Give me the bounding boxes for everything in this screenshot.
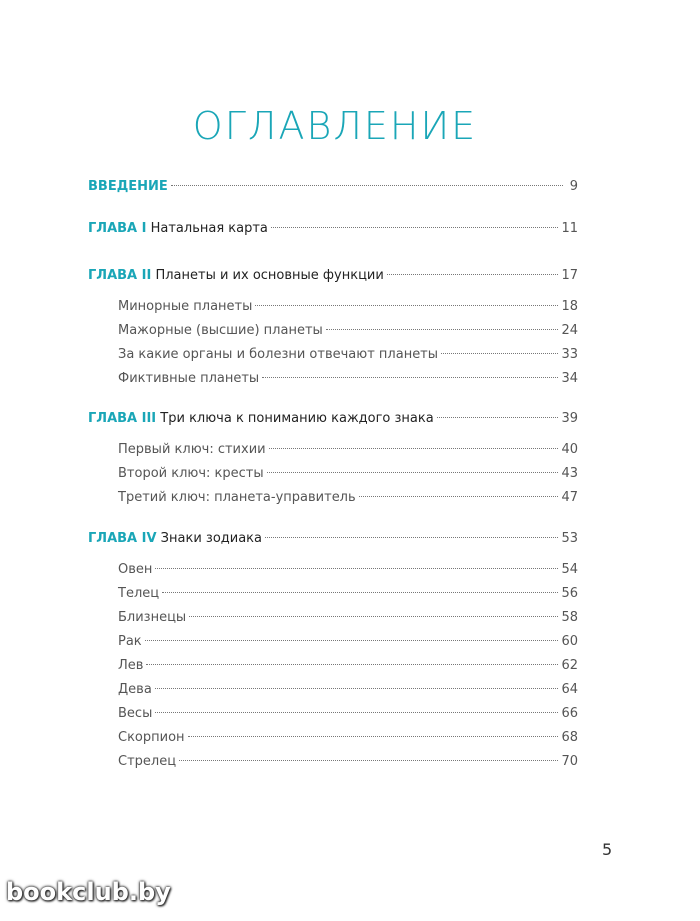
toc-page-number: 33 [561,347,578,362]
toc-entry-label: Фиктивные планеты [118,371,260,386]
dot-leader [189,615,558,617]
toc-section-entry [118,297,578,317]
toc-page-number: 39 [561,411,578,426]
toc-chapter-entry [88,266,578,286]
toc-chapter-prefix: ГЛАВА IV [88,531,157,546]
toc-entry-label: Дева [118,682,152,697]
toc-page-number: 54 [561,562,578,577]
toc-section-entry [118,369,578,389]
toc-entry-label: Планеты и их основные функции [151,268,384,283]
toc-section-entry [118,752,578,772]
toc-entry-label: Знаки зодиака [156,531,263,546]
toc-page-number: 62 [561,658,578,673]
toc-page-number: 43 [561,466,578,481]
toc-section-entry [118,345,578,365]
toc-section-entry [118,584,578,604]
dot-leader [265,536,558,538]
toc-chapter-prefix: ВВЕДЕНИЕ [88,179,168,194]
toc-page-number: 60 [561,634,578,649]
dot-leader [441,352,558,354]
toc-entry-label: Лев [118,658,144,673]
toc-entry-label: Весы [118,706,153,721]
toc-page-number: 58 [561,610,578,625]
dot-leader [437,416,559,418]
toc-section-entry [118,680,578,700]
toc-section-entry [118,321,578,341]
toc-page-number: 24 [561,323,578,338]
toc-section-entry [118,656,578,676]
toc-entry-label: За какие органы и болезни отвечают планеты [118,347,439,362]
page-number: 5 [602,840,613,859]
toc-entry-label: Первый ключ: стихии [118,442,266,457]
toc-section-entry [118,704,578,724]
toc-entry-label: Второй ключ: кресты [118,466,264,481]
dot-leader [255,304,558,306]
toc-entry-label: Скорпион [118,730,185,745]
toc-entry-label: Овен [118,562,153,577]
toc-chapter-prefix: ГЛАВА III [88,411,157,426]
toc-entry-label: Близнецы [118,610,187,625]
dot-leader [145,639,559,641]
dot-leader [155,711,558,713]
toc-entry-label: Натальная карта [146,221,268,236]
toc-page-number: 40 [561,442,578,457]
watermark-logo: bookclub.by [6,878,171,906]
toc-entry-label: Третий ключ: планета-управитель [118,490,356,505]
toc-page-number: 66 [561,706,578,721]
toc-entry-label: Три ключа к пониманию каждого знака [156,411,434,426]
toc-page-number: 68 [561,730,578,745]
toc-entry-label: Стрелец [118,754,177,769]
dot-leader [155,567,558,569]
toc-page-number: 64 [561,682,578,697]
toc-section-entry [118,608,578,628]
toc-page-number: 17 [561,268,578,283]
toc-chapter-entry [88,177,578,197]
dot-leader [155,687,559,689]
toc-entry-label: Мажорные (высшие) планеты [118,323,323,338]
page-title: ОГЛАВЛЕНИЕ [192,104,478,148]
toc-section-entry [118,464,578,484]
toc-page-number: 70 [561,754,578,769]
dot-leader [188,735,559,737]
toc-entry-label: Телец [118,586,160,601]
dot-leader [179,759,558,761]
toc-page-number: 18 [561,299,578,314]
dot-leader [162,591,558,593]
dot-leader [171,184,563,186]
toc-section-entry [118,488,578,508]
toc-chapter-prefix: ГЛАВА I [88,221,147,236]
dot-leader [146,663,558,665]
toc-entry-label: Минорные планеты [118,299,253,314]
dot-leader [267,471,559,473]
dot-leader [269,447,559,449]
toc-section-entry [118,632,578,652]
toc-page-number: 56 [561,586,578,601]
toc-entry-label: Рак [118,634,142,649]
toc-chapter-prefix: ГЛАВА II [88,268,152,283]
toc-section-entry [118,440,578,460]
dot-leader [326,328,559,330]
toc-section-entry [118,560,578,580]
toc-page-number: 11 [561,221,578,236]
toc-page-number: 53 [561,531,578,546]
toc-page-number: 9 [569,179,578,194]
toc-page-number: 47 [561,490,578,505]
toc-chapter-entry [88,409,578,429]
dot-leader [359,495,559,497]
toc-chapter-entry [88,529,578,549]
dot-leader [387,273,559,275]
toc-chapter-entry [88,219,578,239]
dot-leader [271,226,559,228]
toc-section-entry [118,728,578,748]
toc-page-number: 34 [561,371,578,386]
dot-leader [262,376,558,378]
